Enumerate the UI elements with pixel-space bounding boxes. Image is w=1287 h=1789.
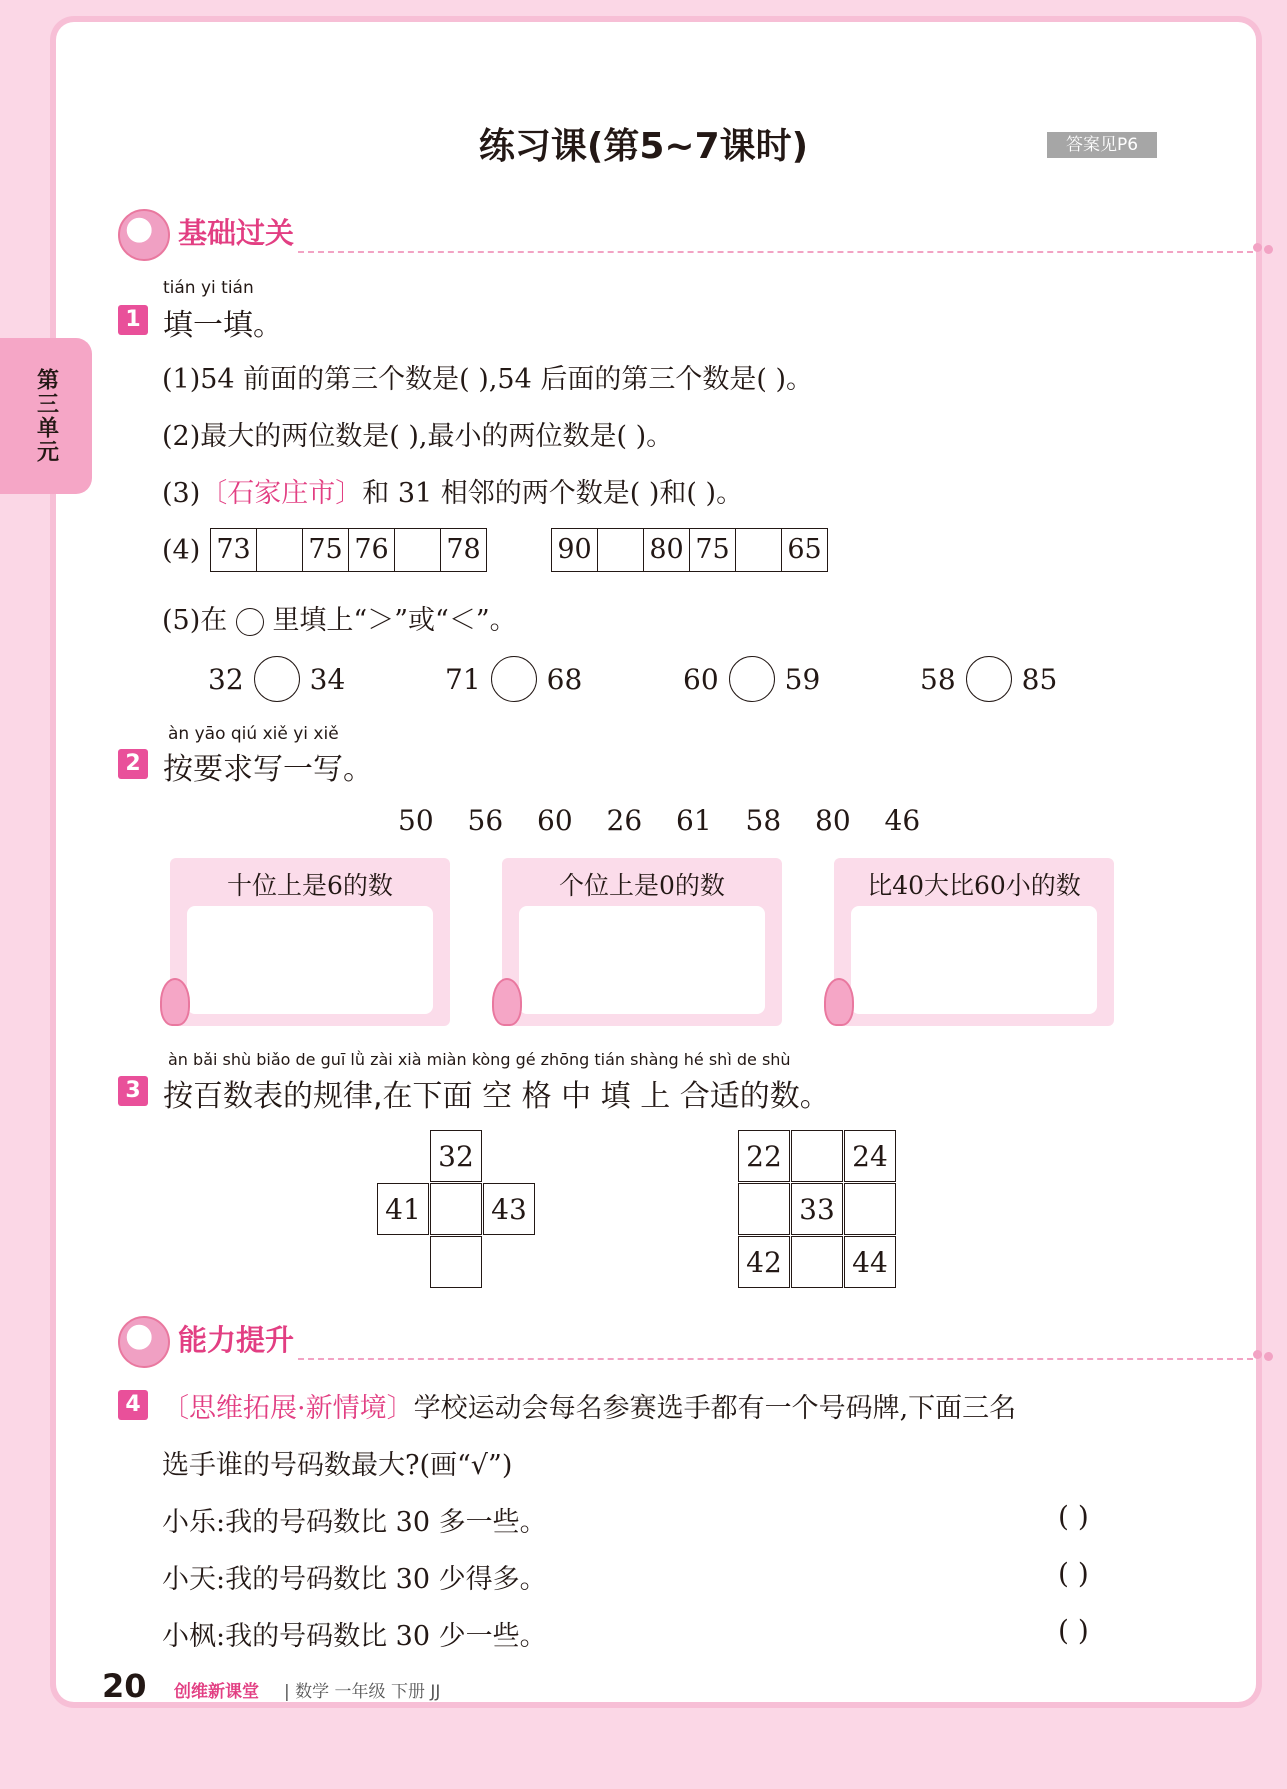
compare-circle[interactable] bbox=[491, 656, 537, 702]
number-item: 56 bbox=[467, 804, 504, 837]
row-b-blank-cell[interactable] bbox=[736, 529, 782, 571]
q3-title: 按百数表的规律,在下面 空 格 中 填 上 合适的数。 bbox=[163, 1079, 830, 1114]
card-title: 比40大比60小的数 bbox=[867, 871, 1081, 900]
q4-answer-paren[interactable]: ( ) bbox=[1058, 1557, 1089, 1590]
grid-blank-cell[interactable] bbox=[791, 1236, 843, 1288]
grid-cell: 41 bbox=[377, 1183, 429, 1235]
compare-circle[interactable] bbox=[966, 656, 1012, 702]
q1-line-5: (5)在 里填上“＞”或“＜”。 bbox=[162, 605, 517, 636]
row-a-cell: 73 bbox=[211, 529, 257, 571]
compare-item: 58 85 bbox=[920, 656, 1057, 702]
row-b-cell: 90 bbox=[552, 529, 598, 571]
card-answer-area[interactable] bbox=[519, 906, 765, 1014]
number-list bbox=[398, 804, 954, 837]
compare-item: 71 68 bbox=[445, 656, 582, 702]
q4-number: 4 bbox=[118, 1390, 148, 1420]
q2-title: 按要求写一写。 bbox=[163, 752, 373, 787]
mascot-icon bbox=[492, 978, 522, 1026]
answer-card-ones-0 bbox=[502, 858, 782, 1026]
card-title: 十位上是6的数 bbox=[227, 871, 393, 900]
grid-blank-cell[interactable] bbox=[844, 1183, 896, 1235]
number-item: 80 bbox=[815, 804, 851, 837]
q4-text-2: 选手谁的号码数最大?(画“√”) bbox=[162, 1450, 513, 1481]
row-b-blank-cell[interactable] bbox=[598, 529, 644, 571]
number-item: 60 bbox=[537, 804, 573, 837]
number-item: 61 bbox=[676, 804, 712, 837]
footer-book-info: | 数学 一年级 下册 JJ bbox=[284, 1682, 441, 1702]
unit-side-tab: 第三单元 bbox=[0, 338, 92, 494]
grid-cell: 42 bbox=[738, 1236, 790, 1288]
q3-number: 3 bbox=[118, 1076, 148, 1106]
card-title: 个位上是0的数 bbox=[559, 871, 725, 900]
q1-pinyin: tián yi tián bbox=[163, 278, 254, 298]
grid-blank-cell[interactable] bbox=[791, 1130, 843, 1182]
compare-item: 32 34 bbox=[208, 656, 345, 702]
q2-number: 2 bbox=[118, 749, 148, 779]
mascot-icon bbox=[160, 978, 190, 1026]
row-b-cell: 75 bbox=[690, 529, 736, 571]
grid-blank-cell[interactable] bbox=[430, 1183, 482, 1235]
card-answer-area[interactable] bbox=[187, 906, 433, 1014]
q1-title: 填一填。 bbox=[163, 308, 283, 343]
row-a-blank-cell[interactable] bbox=[257, 529, 303, 571]
compare-circle[interactable] bbox=[254, 656, 300, 702]
row-b-cell: 65 bbox=[787, 534, 822, 565]
row-a-cell: 75 bbox=[303, 529, 349, 571]
grid-cell: 44 bbox=[844, 1236, 896, 1288]
q4-answer-paren[interactable]: ( ) bbox=[1058, 1614, 1089, 1647]
footer-brand: 创维新课堂 bbox=[174, 1682, 259, 1702]
grid-blank-cell[interactable] bbox=[738, 1183, 790, 1235]
q1-line-4-label: (4) bbox=[162, 535, 201, 566]
q1-line-2: (2)最大的两位数是( ),最小的两位数是( )。 bbox=[162, 421, 674, 452]
q4-option-text: 小天:我的号码数比 30 少得多。 bbox=[162, 1564, 547, 1595]
compare-circle[interactable] bbox=[729, 656, 775, 702]
section-label: 基础过关 bbox=[178, 216, 295, 250]
q2-pinyin: àn yāo qiú xiě yi xiě bbox=[168, 724, 339, 744]
answer-card-range bbox=[834, 858, 1114, 1026]
dashed-divider bbox=[298, 251, 1253, 253]
number-row-a bbox=[210, 528, 487, 572]
grid-cell: 24 bbox=[844, 1130, 896, 1182]
row-a-cell: 78 bbox=[446, 534, 481, 565]
section-label: 能力提升 bbox=[178, 1323, 295, 1357]
q4-answer-paren[interactable]: ( ) bbox=[1058, 1500, 1089, 1533]
circle-symbol-icon bbox=[236, 608, 264, 636]
section-header-advanced bbox=[118, 1312, 1158, 1372]
row-b-cell: 80 bbox=[644, 529, 690, 571]
q4-option-text: 小枫:我的号码数比 30 少一些。 bbox=[162, 1621, 547, 1652]
answer-reference-tag: 答案见P6 bbox=[1047, 132, 1157, 158]
number-item: 26 bbox=[606, 804, 643, 837]
compare-item: 60 59 bbox=[683, 656, 820, 702]
dots-decoration bbox=[1253, 241, 1277, 255]
grid-cell: 22 bbox=[738, 1130, 790, 1182]
q1-line-1: (1)54 前面的第三个数是( ),54 后面的第三个数是( )。 bbox=[162, 364, 814, 395]
mascot-icon bbox=[824, 978, 854, 1026]
dots-decoration bbox=[1253, 1348, 1277, 1362]
q4-option-text: 小乐:我的号码数比 30 多一些。 bbox=[162, 1507, 547, 1538]
number-item: 46 bbox=[884, 804, 921, 837]
q1-line-3: (3)〔石家庄市〕和 31 相邻的两个数是( )和( )。 bbox=[162, 478, 744, 509]
q3-pinyin: àn bǎi shù biǎo de guī lǜ zài xià miàn kòng gé zhōng tián shàng hé shì de shù bbox=[168, 1050, 791, 1069]
row-a-cell: 76 bbox=[349, 529, 395, 571]
number-item: 58 bbox=[745, 804, 782, 837]
grid-cell: 32 bbox=[430, 1130, 482, 1182]
number-row-b bbox=[551, 528, 828, 572]
character-icon bbox=[118, 209, 170, 261]
character-icon bbox=[118, 1316, 170, 1368]
q4-text-1: 〔思维拓展·新情境〕学校运动会每名参赛选手都有一个号码牌,下面三名 bbox=[162, 1393, 1017, 1424]
dashed-divider bbox=[298, 1358, 1253, 1360]
page-title: 练习课(第5~7课时) bbox=[478, 126, 809, 167]
answer-card-tens-6 bbox=[170, 858, 450, 1026]
card-answer-area[interactable] bbox=[851, 906, 1097, 1014]
grid-cell: 43 bbox=[483, 1183, 535, 1235]
section-header-basic bbox=[118, 205, 1158, 265]
grid-cell: 33 bbox=[791, 1183, 843, 1235]
page-number: 20 bbox=[102, 1667, 147, 1705]
grid-blank-cell[interactable] bbox=[430, 1236, 482, 1288]
row-a-blank-cell[interactable] bbox=[395, 529, 441, 571]
q1-number: 1 bbox=[118, 305, 148, 335]
number-item: 50 bbox=[398, 804, 434, 837]
